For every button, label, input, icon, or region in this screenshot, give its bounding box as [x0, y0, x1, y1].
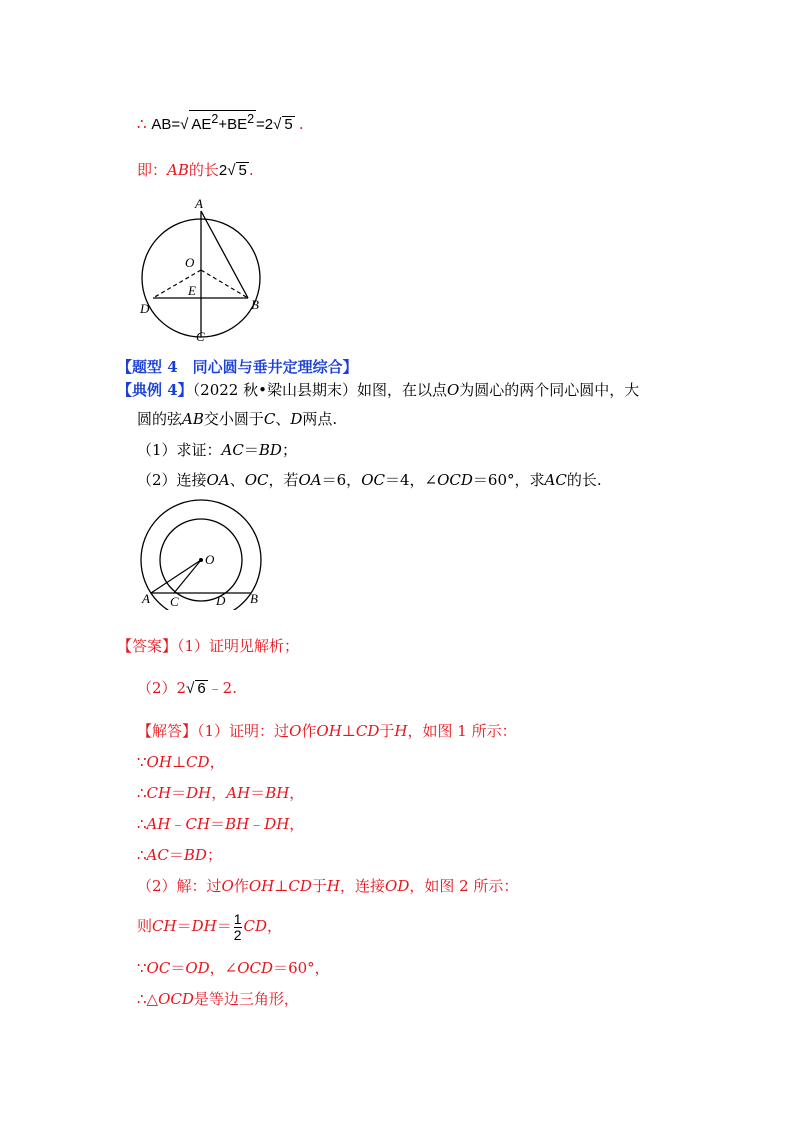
label-c: C [170, 594, 179, 609]
var: O [289, 722, 302, 740]
var: DH [186, 784, 212, 802]
solution-line-1 [137, 721, 517, 741]
sqrt-symbol: √ [180, 116, 189, 133]
var: CD [288, 877, 312, 895]
exponent: 2 [211, 112, 219, 126]
var: H [326, 877, 340, 895]
text: ，如图 2 所示： [409, 877, 519, 895]
solution-line-7 [137, 909, 282, 943]
solution-line-9 [137, 989, 299, 1009]
label-d: D [216, 593, 226, 608]
sqrt-5: 5 [284, 116, 293, 133]
period: . [248, 161, 254, 179]
solution-line-4 [137, 814, 304, 834]
segment-oa [151, 560, 201, 593]
text: 两点. [302, 410, 338, 428]
step-ab-length [137, 160, 254, 181]
text: 的长 [188, 161, 219, 179]
label-c: C [196, 329, 205, 344]
var: OC [146, 959, 171, 977]
sqrt-5: 5 [238, 162, 247, 179]
value [219, 162, 249, 179]
text: ， [267, 917, 283, 935]
text: ﹣ [170, 815, 186, 833]
sqrt-6 [186, 680, 208, 697]
question-2 [137, 470, 602, 490]
var: O [221, 877, 234, 895]
var: DH [264, 815, 290, 833]
text: ，连接 [340, 877, 386, 895]
question-1 [137, 440, 297, 460]
text: ， [211, 784, 227, 802]
text: ＝6， [321, 471, 362, 489]
therefore-symbol: ∴ [137, 115, 147, 133]
answer-line-2 [137, 678, 237, 699]
var: AC [146, 846, 169, 864]
text: ； [206, 846, 222, 864]
var: BH [225, 815, 250, 833]
radicand: 6 [197, 680, 206, 697]
text: ＝ [168, 846, 184, 864]
text: ＝ [171, 784, 187, 802]
plus: + [218, 116, 228, 133]
var: OH [316, 722, 342, 740]
var: CH [152, 917, 177, 935]
answer-line-1 [117, 636, 299, 656]
fraction-half [234, 912, 242, 943]
text: ＝ [176, 917, 192, 935]
formula-lhs: AB= [151, 116, 181, 133]
text: ， [289, 815, 305, 833]
text: 则 [137, 917, 153, 935]
answer-2-suffix: ﹣2. [207, 679, 237, 697]
text: ，∠ [209, 959, 238, 977]
sqrt-radicand [189, 110, 256, 133]
text: ＝ [170, 959, 186, 977]
solution-line-3 [137, 783, 304, 803]
label-a: A [142, 591, 150, 606]
var: CD [355, 722, 380, 740]
text: ∵ [137, 753, 147, 771]
ab-formula [151, 112, 299, 133]
period: . [298, 115, 304, 133]
solution-line-5 [137, 845, 222, 865]
example-tag: 【典例 4】 [117, 381, 193, 399]
text: ＝ [210, 815, 226, 833]
text: ＝ [216, 917, 232, 935]
var-ab: AB [167, 161, 189, 179]
text: ＝ [250, 784, 266, 802]
text: ， [289, 784, 305, 802]
text: 于 [311, 877, 327, 895]
prefix: 即： [137, 161, 168, 179]
text: ⊥ [171, 753, 187, 771]
var: CD [186, 753, 210, 771]
radicand-ae: AE [191, 116, 212, 133]
var: CH [146, 784, 172, 802]
text: 圆的弦 [137, 410, 183, 428]
text: 于 [379, 722, 395, 740]
var: OC [361, 471, 385, 489]
var: H [394, 722, 408, 740]
var: D [290, 410, 303, 428]
example-line-1 [117, 380, 639, 400]
solution-tag: 【解答】 [137, 722, 198, 740]
text: ∴ [137, 815, 147, 833]
solution-line-6 [137, 876, 518, 896]
var: AB [182, 410, 204, 428]
label-b: B [251, 297, 259, 312]
text: ， [209, 753, 225, 771]
label-a: A [195, 196, 203, 211]
var: OA [206, 471, 230, 489]
text: ＝60°， [273, 959, 330, 977]
var: OH [146, 753, 172, 771]
text: ⊥ [274, 877, 289, 895]
var: BD [183, 846, 207, 864]
sqrt-symbol: √ [227, 162, 236, 179]
solution-line-2 [137, 752, 225, 772]
text: （1）证明：过 [197, 722, 290, 740]
text: ∵ [137, 959, 147, 977]
section-title: 【题型 4 同心圆与垂井定理综合】 [117, 358, 358, 376]
text: 作 [233, 877, 249, 895]
text: 作 [301, 722, 317, 740]
answer-tag: 【答案】 [117, 637, 178, 655]
text: ∴ [137, 846, 147, 864]
text: ∴ [137, 784, 147, 802]
label-e: E [188, 283, 196, 298]
figure-circle-chord [128, 190, 288, 350]
var: OD [385, 877, 410, 895]
step-ab-formula [137, 110, 304, 135]
label-d: D [140, 301, 150, 316]
numerator: 1 [233, 910, 242, 927]
text: （2）解：过 [137, 877, 222, 895]
var: OD [185, 959, 210, 977]
text: ，若 [268, 471, 299, 489]
center-point [199, 558, 203, 562]
var: AC [221, 441, 244, 459]
segment-oc [174, 560, 201, 593]
var: BH [265, 784, 290, 802]
text: ⊥ [341, 722, 356, 740]
var: CD [243, 917, 268, 935]
text: 、 [229, 471, 245, 489]
text: 、 [275, 410, 291, 428]
label-o: O [185, 255, 195, 270]
coef: 2 [218, 162, 228, 179]
text: （1）求证： [137, 441, 222, 459]
exponent: 2 [247, 112, 255, 126]
text: ＝60°，求 [472, 471, 545, 489]
solution-line-8 [137, 958, 330, 978]
answer-2-prefix: （2）2 [137, 679, 187, 697]
var: AH [146, 815, 171, 833]
var: OCD [437, 471, 473, 489]
var: OC [244, 471, 269, 489]
text: 交小圆于 [203, 410, 264, 428]
var: BD [258, 441, 282, 459]
text: ＝4，∠ [384, 471, 438, 489]
var: OCD [237, 959, 274, 977]
example-line-2 [137, 409, 337, 429]
text: 为圆心的两个同心圆中，大 [459, 381, 640, 399]
var: OA [298, 471, 322, 489]
denominator: 2 [233, 926, 242, 943]
text: ，如图 1 所示： [407, 722, 517, 740]
text: ； [281, 441, 297, 459]
sqrt-symbol: √ [273, 116, 282, 133]
text: （2022 秋•梁山县期末）如图，在以点 [192, 381, 447, 399]
sqrt-symbol: √ [186, 680, 195, 697]
text: （2）连接 [137, 471, 207, 489]
var: AH [226, 784, 251, 802]
formula-eq: =2 [256, 116, 274, 133]
label-b: B [250, 591, 258, 606]
var: AC [544, 471, 567, 489]
text: ＝ [243, 441, 259, 459]
var: OH [248, 877, 275, 895]
var: CH [185, 815, 211, 833]
text: ﹣ [249, 815, 265, 833]
label-o: O [205, 552, 215, 567]
var: C [263, 410, 276, 428]
var: OCD [158, 990, 194, 1008]
radicand-be: BE [227, 116, 248, 133]
figure-concentric-circles [136, 498, 276, 610]
text: ∴△ [137, 990, 159, 1008]
answer-1: （1）证明见解析； [177, 637, 300, 655]
text: 的长. [566, 471, 602, 489]
var: O [446, 381, 460, 399]
var: DH [191, 917, 217, 935]
text: 是等边三角形， [193, 990, 299, 1008]
